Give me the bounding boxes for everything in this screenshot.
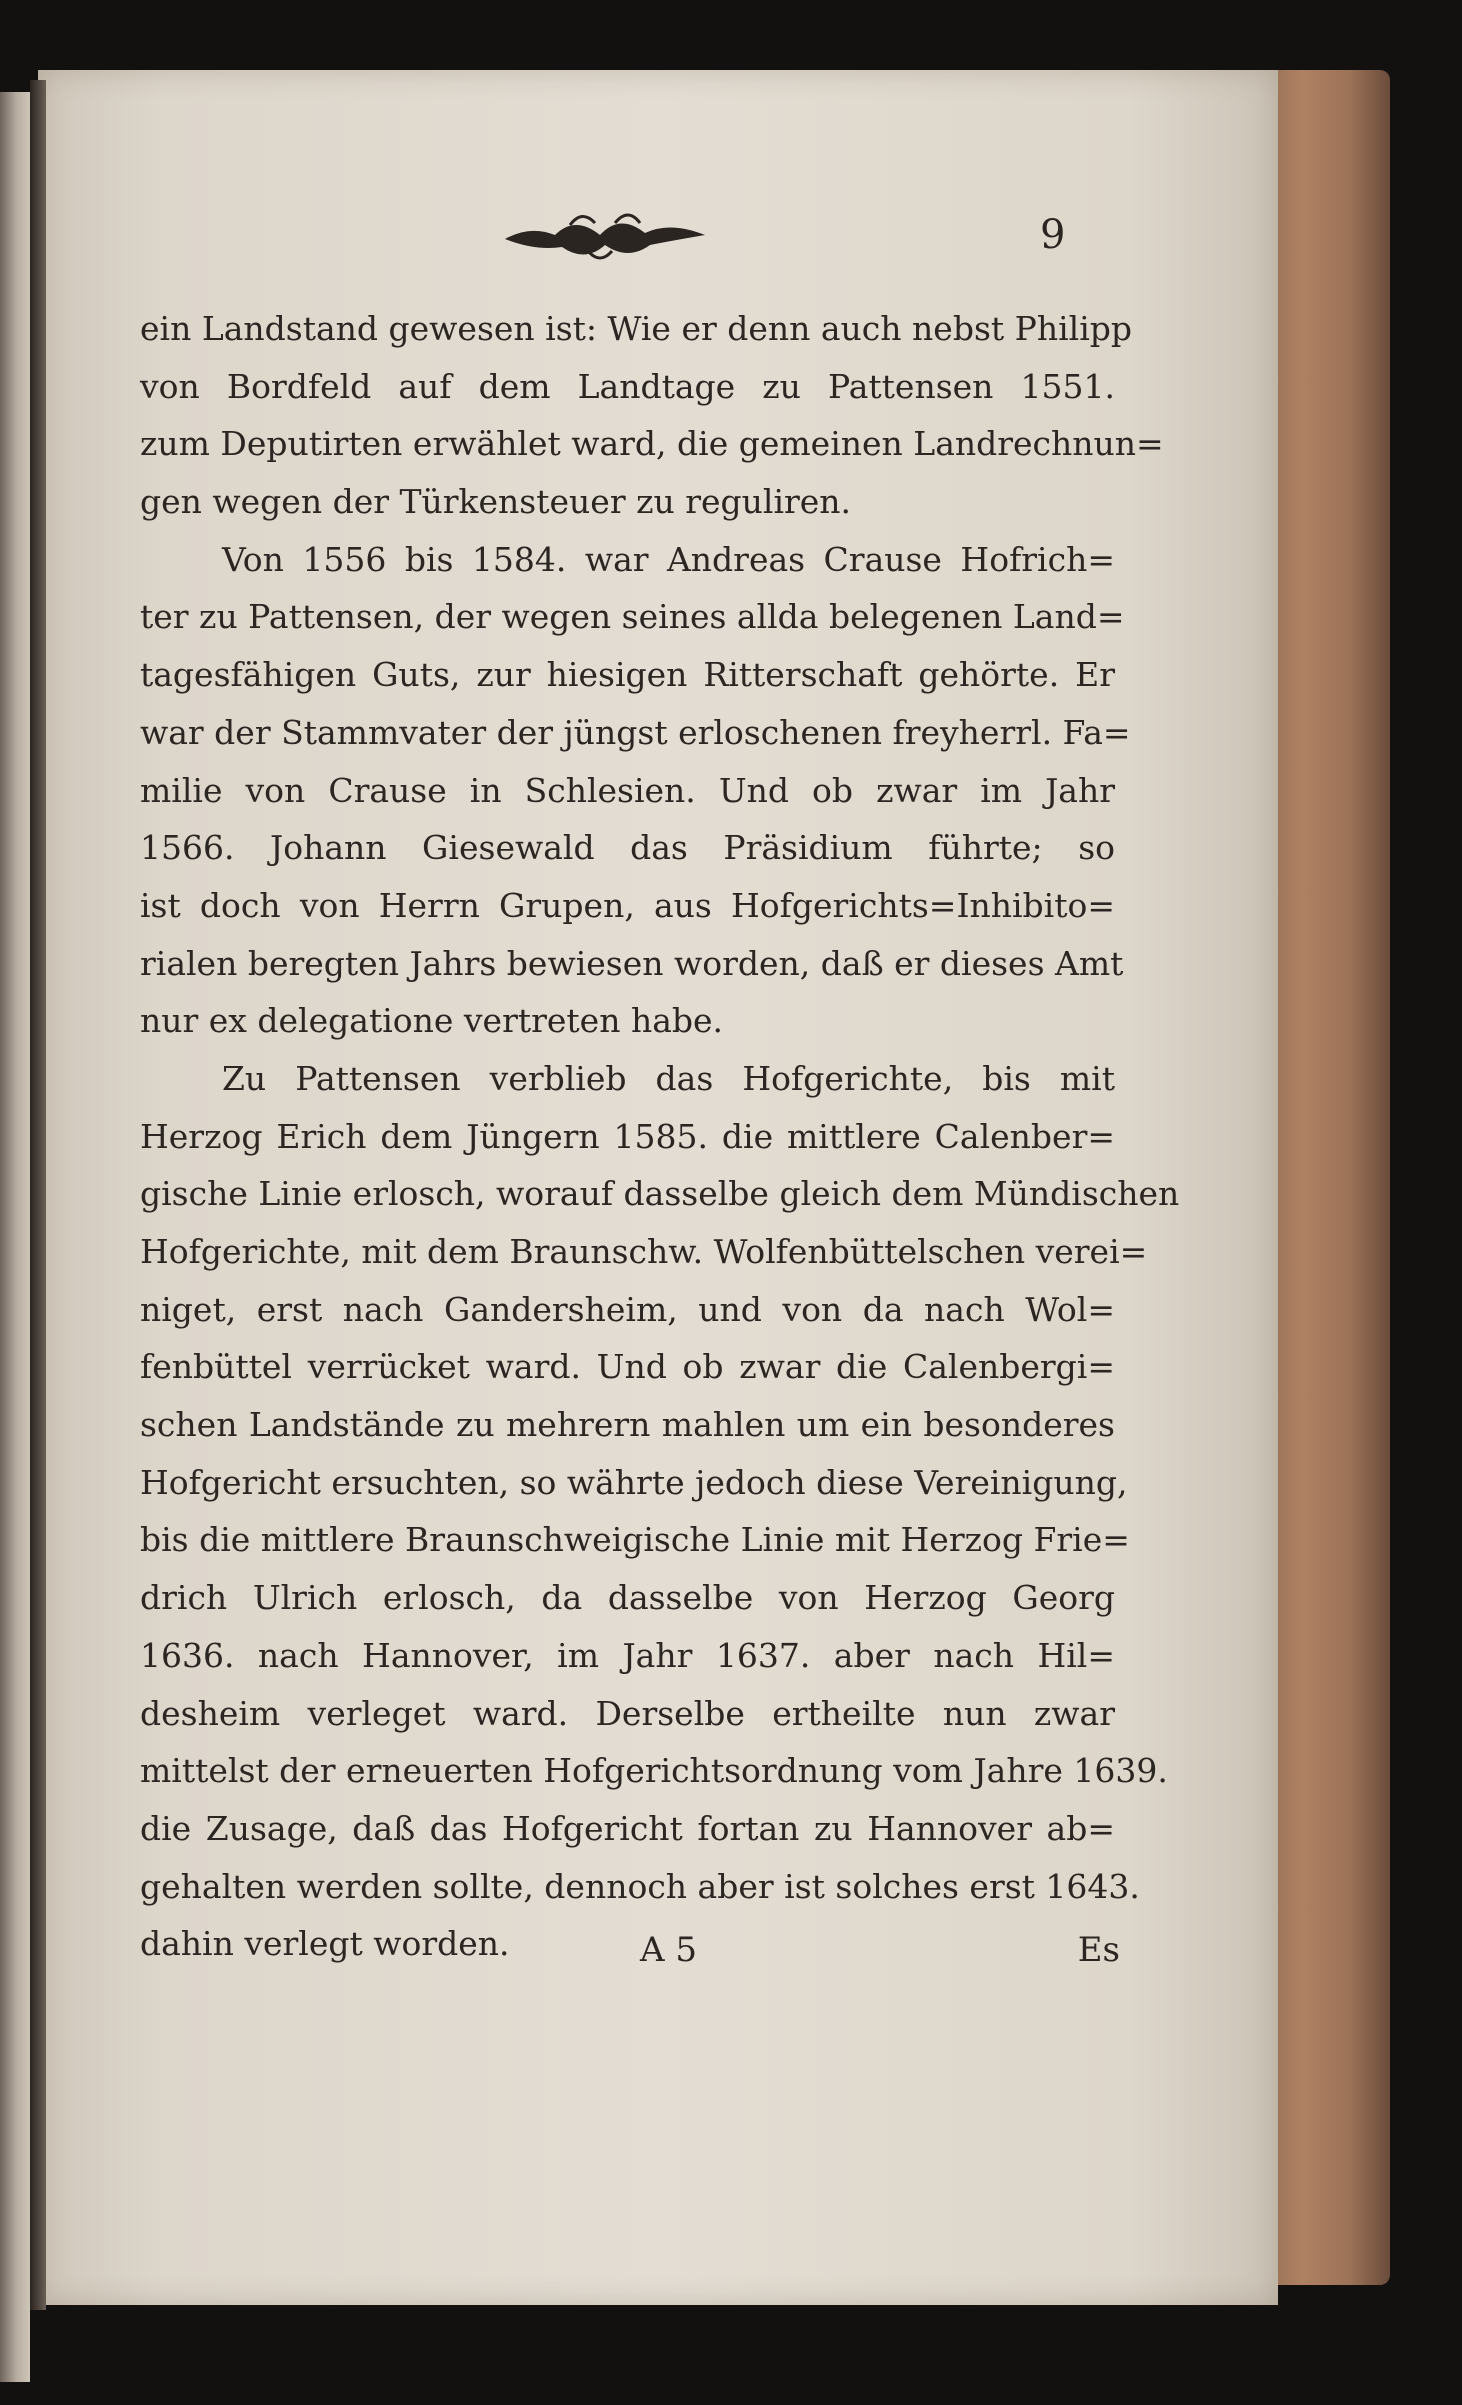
page-body [140, 300, 1180, 1973]
text-line: zum Deputirten erwählet ward, die gemeinen Landrechnun= [140, 424, 1164, 464]
text-line: desheim verleget ward. Derselbe ertheilte nun zwar [140, 1693, 1115, 1733]
text-line: gen wegen der Türkensteuer zu reguliren. [140, 482, 852, 522]
text-line: war der Stammvater der jüngst erloschenen freyherrl. Fa= [140, 712, 1131, 752]
header-ornament [500, 205, 710, 267]
text-line: niget, erst nach Gandersheim, und von da nach Wol= [140, 1289, 1115, 1329]
text-line: Von 1556 bis 1584. war Andreas Crause Hofrich= [222, 539, 1115, 579]
text-line: mittelst der erneuerten Hofgerichtsordnung vom Jahre 1639. [140, 1751, 1168, 1791]
signature-mark: A 5 [640, 1930, 697, 1970]
text-line: von Bordfeld auf dem Landtage zu Pattensen 1551. [140, 366, 1115, 406]
text-line: milie von Crause in Schlesien. Und ob zwar im Jahr [140, 770, 1115, 810]
text-line: drich Ulrich erlosch, da dasselbe von Herzog Georg [140, 1578, 1115, 1618]
text-line: Zu Pattensen verblieb das Hofgerichte, bis mit [222, 1058, 1115, 1098]
text-line: rialen beregten Jahrs bewiesen worden, daß er dieses Amt [140, 943, 1124, 983]
text-line: ter zu Pattensen, der wegen seines allda belegenen Land= [140, 597, 1125, 637]
text-line: fenbüttel verrücket ward. Und ob zwar die Calenbergi= [140, 1347, 1115, 1387]
text-line: bis die mittlere Braunschweigische Linie mit Herzog Frie= [140, 1520, 1130, 1560]
text-line: nur ex delegatione vertreten habe. [140, 1001, 724, 1041]
text-line: Herzog Erich dem Jüngern 1585. die mittlere Calenber= [140, 1116, 1115, 1156]
text-line: 1636. nach Hannover, im Jahr 1637. aber nach Hil= [140, 1635, 1115, 1675]
text-line: ein Landstand gewesen ist: Wie er denn auch nebst Philipp [140, 309, 1132, 348]
text-line: dahin verlegt worden. [140, 1924, 510, 1964]
text-line: ist doch von Herrn Grupen, aus Hofgerichts=Inhibito= [140, 885, 1115, 925]
text-line: Hofgerichte, mit dem Braunschw. Wolfenbüttelschen verei= [140, 1232, 1148, 1271]
page-number: 9 [1040, 212, 1066, 258]
text-line: tagesfähigen Guts, zur hiesigen Ritterschaft gehörte. Er [140, 655, 1115, 695]
text-line: schen Landstände zu mehrern mahlen um ein besonderes [140, 1405, 1115, 1445]
text-line: die Zusage, daß das Hofgericht fortan zu Hannover ab= [140, 1808, 1115, 1848]
book-gutter [30, 80, 46, 2310]
catchword: Es [1077, 1930, 1120, 1970]
text-line: gehalten werden sollte, dennoch aber ist solches erst 1643. [140, 1866, 1140, 1906]
text-line: gische Linie erlosch, worauf dasselbe gleich dem Mündischen [140, 1174, 1180, 1214]
left-page-edge [0, 92, 30, 2382]
text-line: Hofgericht ersuchten, so währte jedoch diese Vereinigung, [140, 1462, 1128, 1502]
text-line: 1566. Johann Giesewald das Präsidium führte; so [140, 828, 1115, 868]
page-footer [140, 1930, 1120, 1990]
